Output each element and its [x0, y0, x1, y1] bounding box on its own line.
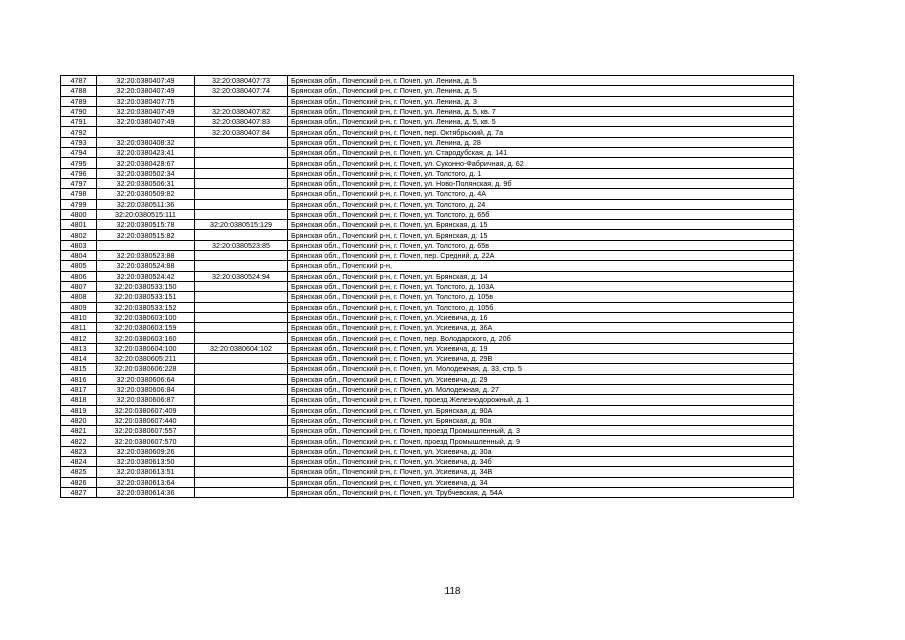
- cadastral-number-cell: 32:20:0380502:34: [97, 168, 195, 178]
- address-cell: Брянская обл., Почепский р-н, г. Почеп, ул. Ленина, д. 5, кв. 5: [288, 117, 794, 127]
- related-cadastral-number-cell: 32:20:0380407:73: [195, 76, 288, 86]
- related-cadastral-number-cell: [195, 199, 288, 209]
- table-row: [61, 467, 794, 477]
- cadastral-number-cell: 32:20:0380607:409: [97, 405, 195, 415]
- address-cell: Брянская обл., Почепский р-н, г. Почеп, ул. Брянская, д. 15: [288, 220, 794, 230]
- row-number-cell: 4794: [61, 148, 97, 158]
- address-cell: Брянская обл., Почепский р-н, г. Почеп, ул. Брянская, д. 14: [288, 271, 794, 281]
- table-row: [61, 426, 794, 436]
- table-row: [61, 158, 794, 168]
- row-number-cell: 4791: [61, 117, 97, 127]
- row-number-cell: 4817: [61, 384, 97, 394]
- related-cadastral-number-cell: [195, 395, 288, 405]
- table-row: [61, 343, 794, 353]
- related-cadastral-number-cell: [195, 281, 288, 291]
- address-cell: Брянская обл., Почепский р-н, г. Почеп, ул. Толстого, д. 105в: [288, 292, 794, 302]
- row-number-cell: 4797: [61, 178, 97, 188]
- cadastral-number-cell: 32:20:0380515:111: [97, 209, 195, 219]
- cadastral-number-cell: 32:20:0380407:49: [97, 86, 195, 96]
- table-row: [61, 333, 794, 343]
- table-row: [61, 374, 794, 384]
- cadastral-number-cell: [97, 127, 195, 137]
- address-cell: Брянская обл., Почепский р-н, г. Почеп, ул. Ленина, д. 3: [288, 96, 794, 106]
- table-row: [61, 209, 794, 219]
- table-row: [61, 364, 794, 374]
- row-number-cell: 4807: [61, 281, 97, 291]
- related-cadastral-number-cell: 32:20:0380604:102: [195, 343, 288, 353]
- related-cadastral-number-cell: [195, 456, 288, 466]
- row-number-cell: 4790: [61, 106, 97, 116]
- row-number-cell: 4824: [61, 456, 97, 466]
- related-cadastral-number-cell: [195, 436, 288, 446]
- address-cell: Брянская обл., Почепский р-н, г. Почеп, ул. Трубчевская, д. 54А: [288, 487, 794, 497]
- cadastral-number-cell: 32:20:0380609:26: [97, 446, 195, 456]
- related-cadastral-number-cell: [195, 374, 288, 384]
- cadastral-number-cell: 32:20:0380607:557: [97, 426, 195, 436]
- table-row: [61, 106, 794, 116]
- cadastral-number-cell: 32:20:0380605:211: [97, 354, 195, 364]
- cadastral-number-cell: 32:20:0380604:100: [97, 343, 195, 353]
- cadastral-number-cell: 32:20:0380523:88: [97, 251, 195, 261]
- address-cell: Брянская обл., Почепский р-н, г. Почеп, проезд Железнодорожный, д. 1: [288, 395, 794, 405]
- row-number-cell: 4814: [61, 354, 97, 364]
- related-cadastral-number-cell: [195, 333, 288, 343]
- related-cadastral-number-cell: [195, 426, 288, 436]
- table-row: [61, 261, 794, 271]
- table-row: [61, 178, 794, 188]
- table-row: [61, 240, 794, 250]
- row-number-cell: 4813: [61, 343, 97, 353]
- related-cadastral-number-cell: [195, 467, 288, 477]
- related-cadastral-number-cell: [195, 364, 288, 374]
- row-number-cell: 4803: [61, 240, 97, 250]
- row-number-cell: 4801: [61, 220, 97, 230]
- related-cadastral-number-cell: [195, 209, 288, 219]
- row-number-cell: 4815: [61, 364, 97, 374]
- cadastral-number-cell: 32:20:0380407:49: [97, 76, 195, 86]
- row-number-cell: 4799: [61, 199, 97, 209]
- related-cadastral-number-cell: [195, 158, 288, 168]
- row-number-cell: 4808: [61, 292, 97, 302]
- address-cell: Брянская обл., Почепский р-н, г. Почеп, проезд Промышленный, д. 3: [288, 426, 794, 436]
- table-row: [61, 76, 794, 86]
- address-cell: Брянская обл., Почепский р-н, г. Почеп, ул. Суконно-Фабричная, д. 62: [288, 158, 794, 168]
- cadastral-number-cell: 32:20:0380407:49: [97, 106, 195, 116]
- row-number-cell: 4826: [61, 477, 97, 487]
- address-cell: Брянская обл., Почепский р-н, г. Почеп, ул. Брянская, д. 90А: [288, 405, 794, 415]
- table-row: [61, 384, 794, 394]
- address-cell: Брянская обл., Почепский р-н, г. Почеп, ул. Ново-Полянская, д. 9б: [288, 178, 794, 188]
- table-row: [61, 86, 794, 96]
- address-cell: Брянская обл., Почепский р-н, г. Почеп, ул. Толстого, д. 1: [288, 168, 794, 178]
- table-row: [61, 148, 794, 158]
- table-row: [61, 487, 794, 497]
- table-row: [61, 199, 794, 209]
- related-cadastral-number-cell: [195, 446, 288, 456]
- cadastral-number-cell: 32:20:0380428:67: [97, 158, 195, 168]
- table-row: [61, 456, 794, 466]
- cadastral-number-cell: 32:20:0380408:32: [97, 137, 195, 147]
- row-number-cell: 4812: [61, 333, 97, 343]
- address-cell: Брянская обл., Почепский р-н, г. Почеп, ул. Усиевича, д. 30а: [288, 446, 794, 456]
- table-row: [61, 96, 794, 106]
- row-number-cell: 4809: [61, 302, 97, 312]
- cadastral-number-cell: 32:20:0380533:150: [97, 281, 195, 291]
- table-row: [61, 271, 794, 281]
- related-cadastral-number-cell: 32:20:0380407:74: [195, 86, 288, 96]
- row-number-cell: 4818: [61, 395, 97, 405]
- table-row: [61, 415, 794, 425]
- table-row: [61, 477, 794, 487]
- address-cell: Брянская обл., Почепский р-н,: [288, 261, 794, 271]
- related-cadastral-number-cell: 32:20:0380524:94: [195, 271, 288, 281]
- table-row: [61, 405, 794, 415]
- row-number-cell: 4810: [61, 312, 97, 322]
- table-row: [61, 312, 794, 322]
- row-number-cell: 4796: [61, 168, 97, 178]
- related-cadastral-number-cell: [195, 251, 288, 261]
- property-table-body: [61, 76, 794, 498]
- address-cell: Брянская обл., Почепский р-н, г. Почеп, ул. Толстого, д. 4А: [288, 189, 794, 199]
- address-cell: Брянская обл., Почепский р-н, г. Почеп, ул. Толстого, д. 65б: [288, 209, 794, 219]
- row-number-cell: 4816: [61, 374, 97, 384]
- cadastral-number-cell: 32:20:0380603:159: [97, 323, 195, 333]
- address-cell: Брянская обл., Почепский р-н, г. Почеп, ул. Толстого, д. 105б: [288, 302, 794, 312]
- related-cadastral-number-cell: [195, 137, 288, 147]
- related-cadastral-number-cell: [195, 189, 288, 199]
- related-cadastral-number-cell: [195, 302, 288, 312]
- cadastral-number-cell: 32:20:0380606:228: [97, 364, 195, 374]
- address-cell: Брянская обл., Почепский р-н, г. Почеп, ул. Усиевича, д. 36А: [288, 323, 794, 333]
- table-row: [61, 281, 794, 291]
- row-number-cell: 4825: [61, 467, 97, 477]
- table-row: [61, 117, 794, 127]
- table-row: [61, 323, 794, 333]
- address-cell: Брянская обл., Почепский р-н, г. Почеп, ул. Усиевича, д. 29: [288, 374, 794, 384]
- table-row: [61, 127, 794, 137]
- row-number-cell: 4795: [61, 158, 97, 168]
- related-cadastral-number-cell: 32:20:0380407:82: [195, 106, 288, 116]
- address-cell: Брянская обл., Почепский р-н, г. Почеп, ул. Толстого, д. 24: [288, 199, 794, 209]
- table-row: [61, 354, 794, 364]
- row-number-cell: 4823: [61, 446, 97, 456]
- cadastral-number-cell: 32:20:0380407:49: [97, 117, 195, 127]
- table-row: [61, 292, 794, 302]
- address-cell: Брянская обл., Почепский р-н, г. Почеп, ул. Усиевича, д. 34б: [288, 456, 794, 466]
- related-cadastral-number-cell: 32:20:0380523:85: [195, 240, 288, 250]
- table-row: [61, 446, 794, 456]
- row-number-cell: 4788: [61, 86, 97, 96]
- row-number-cell: 4806: [61, 271, 97, 281]
- cadastral-number-cell: 32:20:0380613:64: [97, 477, 195, 487]
- cadastral-number-cell: 32:20:0380533:152: [97, 302, 195, 312]
- cadastral-number-cell: 32:20:0380509:82: [97, 189, 195, 199]
- address-cell: Брянская обл., Почепский р-н, г. Почеп, ул. Стародубская, д. 141: [288, 148, 794, 158]
- related-cadastral-number-cell: [195, 230, 288, 240]
- row-number-cell: 4820: [61, 415, 97, 425]
- address-cell: Брянская обл., Почепский р-н, г. Почеп, ул. Усиевича, д. 29В: [288, 354, 794, 364]
- cadastral-number-cell: 32:20:0380613:50: [97, 456, 195, 466]
- address-cell: Брянская обл., Почепский р-н, г. Почеп, ул. Брянская, д. 15: [288, 230, 794, 240]
- cadastral-number-cell: 32:20:0380606:87: [97, 395, 195, 405]
- address-cell: Брянская обл., Почепский р-н, г. Почеп, ул. Ленина, д. 5: [288, 86, 794, 96]
- cadastral-number-cell: 32:20:0380515:78: [97, 220, 195, 230]
- address-cell: Брянская обл., Почепский р-н, г. Почеп, ул. Толстого, д. 103А: [288, 281, 794, 291]
- table-row: [61, 220, 794, 230]
- address-cell: Брянская обл., Почепский р-н, г. Почеп, ул. Усиевича, д. 19: [288, 343, 794, 353]
- related-cadastral-number-cell: [195, 312, 288, 322]
- row-number-cell: 4800: [61, 209, 97, 219]
- address-cell: Брянская обл., Почепский р-н, г. Почеп, проезд Промышленный, д. 9: [288, 436, 794, 446]
- related-cadastral-number-cell: [195, 415, 288, 425]
- row-number-cell: 4798: [61, 189, 97, 199]
- address-cell: Брянская обл., Почепский р-н, г. Почеп, ул. Молодежная, д. 27: [288, 384, 794, 394]
- cadastral-number-cell: 32:20:0380606:64: [97, 374, 195, 384]
- related-cadastral-number-cell: 32:20:0380407:84: [195, 127, 288, 137]
- address-cell: Брянская обл., Почепский р-н, г. Почеп, ул. Брянская, д. 90а: [288, 415, 794, 425]
- table-row: [61, 302, 794, 312]
- address-cell: Брянская обл., Почепский р-н, г. Почеп, пер. Октябрьский, д. 7а: [288, 127, 794, 137]
- row-number-cell: 4793: [61, 137, 97, 147]
- related-cadastral-number-cell: 32:20:0380407:83: [195, 117, 288, 127]
- table-row: [61, 230, 794, 240]
- table-row: [61, 137, 794, 147]
- related-cadastral-number-cell: [195, 487, 288, 497]
- related-cadastral-number-cell: [195, 384, 288, 394]
- related-cadastral-number-cell: [195, 323, 288, 333]
- cadastral-number-cell: [97, 240, 195, 250]
- address-cell: Брянская обл., Почепский р-н, г. Почеп, ул. Усиевича, д. 34В: [288, 467, 794, 477]
- cadastral-number-cell: 32:20:0380524:88: [97, 261, 195, 271]
- address-cell: Брянская обл., Почепский р-н, г. Почеп, ул. Молодежная, д. 33, стр. 5: [288, 364, 794, 374]
- address-cell: Брянская обл., Почепский р-н, г. Почеп, пер. Средний, д. 22А: [288, 251, 794, 261]
- related-cadastral-number-cell: [195, 354, 288, 364]
- cadastral-number-cell: 32:20:0380533:151: [97, 292, 195, 302]
- address-cell: Брянская обл., Почепский р-н, г. Почеп, ул. Усиевича, д. 16: [288, 312, 794, 322]
- address-cell: Брянская обл., Почепский р-н, г. Почеп, пер. Володарского, д. 20б: [288, 333, 794, 343]
- row-number-cell: 4805: [61, 261, 97, 271]
- cadastral-number-cell: 32:20:0380515:82: [97, 230, 195, 240]
- row-number-cell: 4804: [61, 251, 97, 261]
- cadastral-number-cell: 32:20:0380407:75: [97, 96, 195, 106]
- cadastral-number-cell: 32:20:0380603:160: [97, 333, 195, 343]
- row-number-cell: 4802: [61, 230, 97, 240]
- address-cell: Брянская обл., Почепский р-н, г. Почеп, ул. Ленина, д. 28: [288, 137, 794, 147]
- address-cell: Брянская обл., Почепский р-н, г. Почеп, ул. Ленина, д. 5: [288, 76, 794, 86]
- related-cadastral-number-cell: [195, 405, 288, 415]
- row-number-cell: 4811: [61, 323, 97, 333]
- table-row: [61, 189, 794, 199]
- row-number-cell: 4789: [61, 96, 97, 106]
- related-cadastral-number-cell: [195, 292, 288, 302]
- related-cadastral-number-cell: [195, 168, 288, 178]
- related-cadastral-number-cell: [195, 96, 288, 106]
- cadastral-number-cell: 32:20:0380524:42: [97, 271, 195, 281]
- row-number-cell: 4821: [61, 426, 97, 436]
- address-cell: Брянская обл., Почепский р-н, г. Почеп, ул. Усиевича, д. 34: [288, 477, 794, 487]
- cadastral-number-cell: 32:20:0380614:36: [97, 487, 195, 497]
- cadastral-number-cell: 32:20:0380607:440: [97, 415, 195, 425]
- property-table: [60, 75, 794, 498]
- related-cadastral-number-cell: [195, 178, 288, 188]
- cadastral-number-cell: 32:20:0380603:100: [97, 312, 195, 322]
- cadastral-number-cell: 32:20:0380607:570: [97, 436, 195, 446]
- cadastral-number-cell: 32:20:0380613:51: [97, 467, 195, 477]
- row-number-cell: 4827: [61, 487, 97, 497]
- table-row: [61, 395, 794, 405]
- cadastral-number-cell: 32:20:0380606:84: [97, 384, 195, 394]
- row-number-cell: 4819: [61, 405, 97, 415]
- table-row: [61, 436, 794, 446]
- related-cadastral-number-cell: [195, 261, 288, 271]
- page-number: 118: [444, 586, 461, 597]
- address-cell: Брянская обл., Почепский р-н, г. Почеп, ул. Толстого, д. 65в: [288, 240, 794, 250]
- cadastral-number-cell: 32:20:0380423:41: [97, 148, 195, 158]
- cadastral-number-cell: 32:20:0380511:36: [97, 199, 195, 209]
- related-cadastral-number-cell: 32:20:0380515:129: [195, 220, 288, 230]
- table-row: [61, 251, 794, 261]
- row-number-cell: 4787: [61, 76, 97, 86]
- row-number-cell: 4822: [61, 436, 97, 446]
- row-number-cell: 4792: [61, 127, 97, 137]
- related-cadastral-number-cell: [195, 477, 288, 487]
- related-cadastral-number-cell: [195, 148, 288, 158]
- table-row: [61, 168, 794, 178]
- address-cell: Брянская обл., Почепский р-н, г. Почеп, ул. Ленина, д. 5, кв. 7: [288, 106, 794, 116]
- cadastral-number-cell: 32:20:0380506:31: [97, 178, 195, 188]
